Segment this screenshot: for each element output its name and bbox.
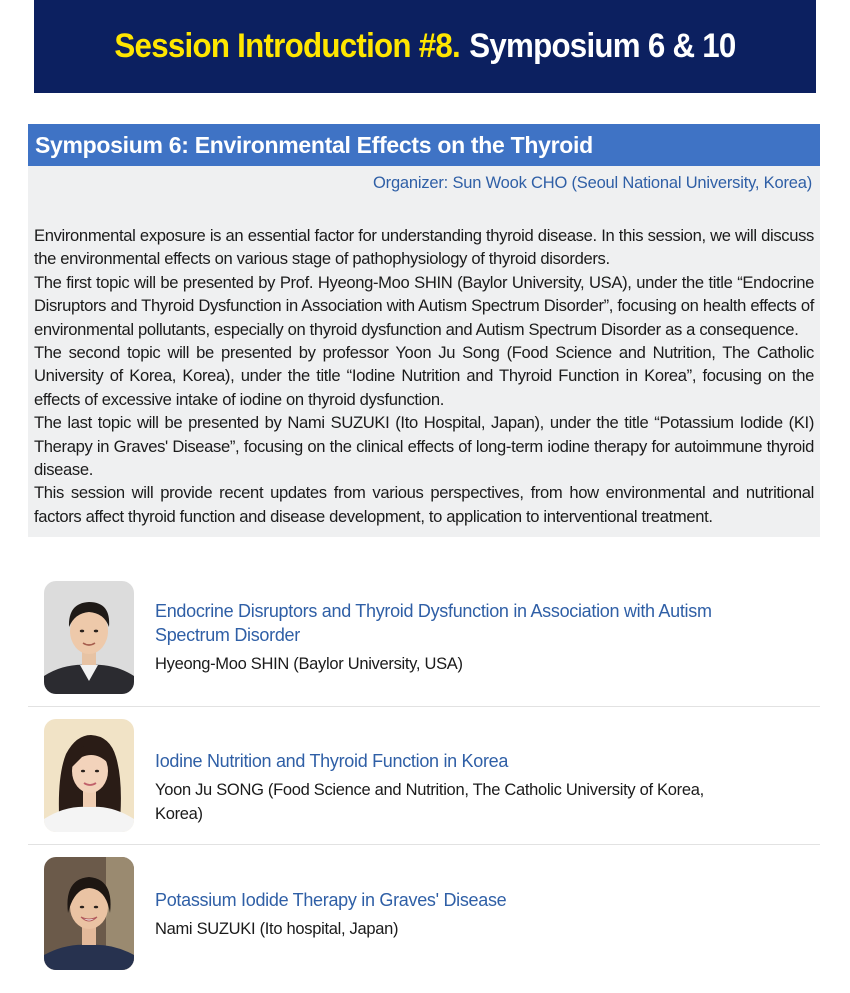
- speaker-photo: [44, 857, 134, 970]
- description-paragraph: This session will provide recent updates from various perspectives, from how environmental and nutritional factors affect thyroid function and disease development, to application to interventional treatment.: [34, 483, 814, 526]
- speaker-name: Hyeong-Moo SHIN (Baylor University, USA): [155, 655, 463, 673]
- speaker-info: [155, 888, 755, 941]
- description-paragraph: The first topic will be presented by Prof. Hyeong-Moo SHIN (Baylor University, USA), under the title “Endocrine Disruptors and Thyroid Dysfunction in Association with Autism Spectrum Disorder”, focusing on health effects of environmental pollutants, especially on thyroid dysfunction and Autism Spectrum Disorder as a consequence.: [34, 272, 814, 339]
- page-banner: [34, 0, 816, 93]
- talk-title: Iodine Nutrition and Thyroid Function in Korea: [155, 751, 509, 771]
- speaker-photo: [44, 581, 134, 694]
- organizer-line: Organizer: Sun Wook CHO (Seoul National University, Korea): [373, 174, 812, 192]
- symposium-description: [28, 166, 820, 537]
- speaker-info: [155, 749, 755, 826]
- speaker-info: [155, 599, 755, 676]
- talk-title: Potassium Iodide Therapy in Graves' Disease: [155, 890, 507, 910]
- talk-title: Endocrine Disruptors and Thyroid Dysfunction in Association with Autism Spectrum Disorder: [155, 601, 712, 645]
- speaker-item: [28, 707, 820, 845]
- speaker-name: Yoon Ju SONG (Food Science and Nutrition, The Catholic University of Korea, Korea): [155, 781, 704, 823]
- speaker-name: Nami SUZUKI (Ito hospital, Japan): [155, 920, 399, 938]
- description-paragraph: The second topic will be presented by professor Yoon Ju Song (Food Science and Nutrition, The Catholic University of Korea, Korea), under the title “Iodine Nutrition and Thyroid Function in Korea”, focusing on the effects of excessive intake of iodine on thyroid dysfunction.: [34, 343, 814, 409]
- page-title: Symposium 6 & 10: [469, 27, 736, 65]
- symposium-heading: Symposium 6: Environmental Effects on the Thyroid: [28, 124, 820, 166]
- session-label: Session Introduction #8.: [114, 27, 461, 65]
- description-paragraph: The last topic will be presented by Nami SUZUKI (Ito Hospital, Japan), under the title “Potassium Iodide (KI) Therapy in Graves' Disease”, focusing on the clinical effects of long-term iodine therapy for autoimmune thyroid disease.: [34, 413, 814, 480]
- description-paragraph: Environmental exposure is an essential factor for understanding thyroid disease. In this session, we will discuss the environmental effects on various stage of pathophysiology of thyroid disorders.: [34, 226, 814, 269]
- speaker-item: [28, 569, 820, 707]
- speaker-list: [28, 569, 820, 982]
- speaker-photo: [44, 719, 134, 832]
- speaker-item: [28, 845, 820, 982]
- symposium-panel: [28, 124, 820, 537]
